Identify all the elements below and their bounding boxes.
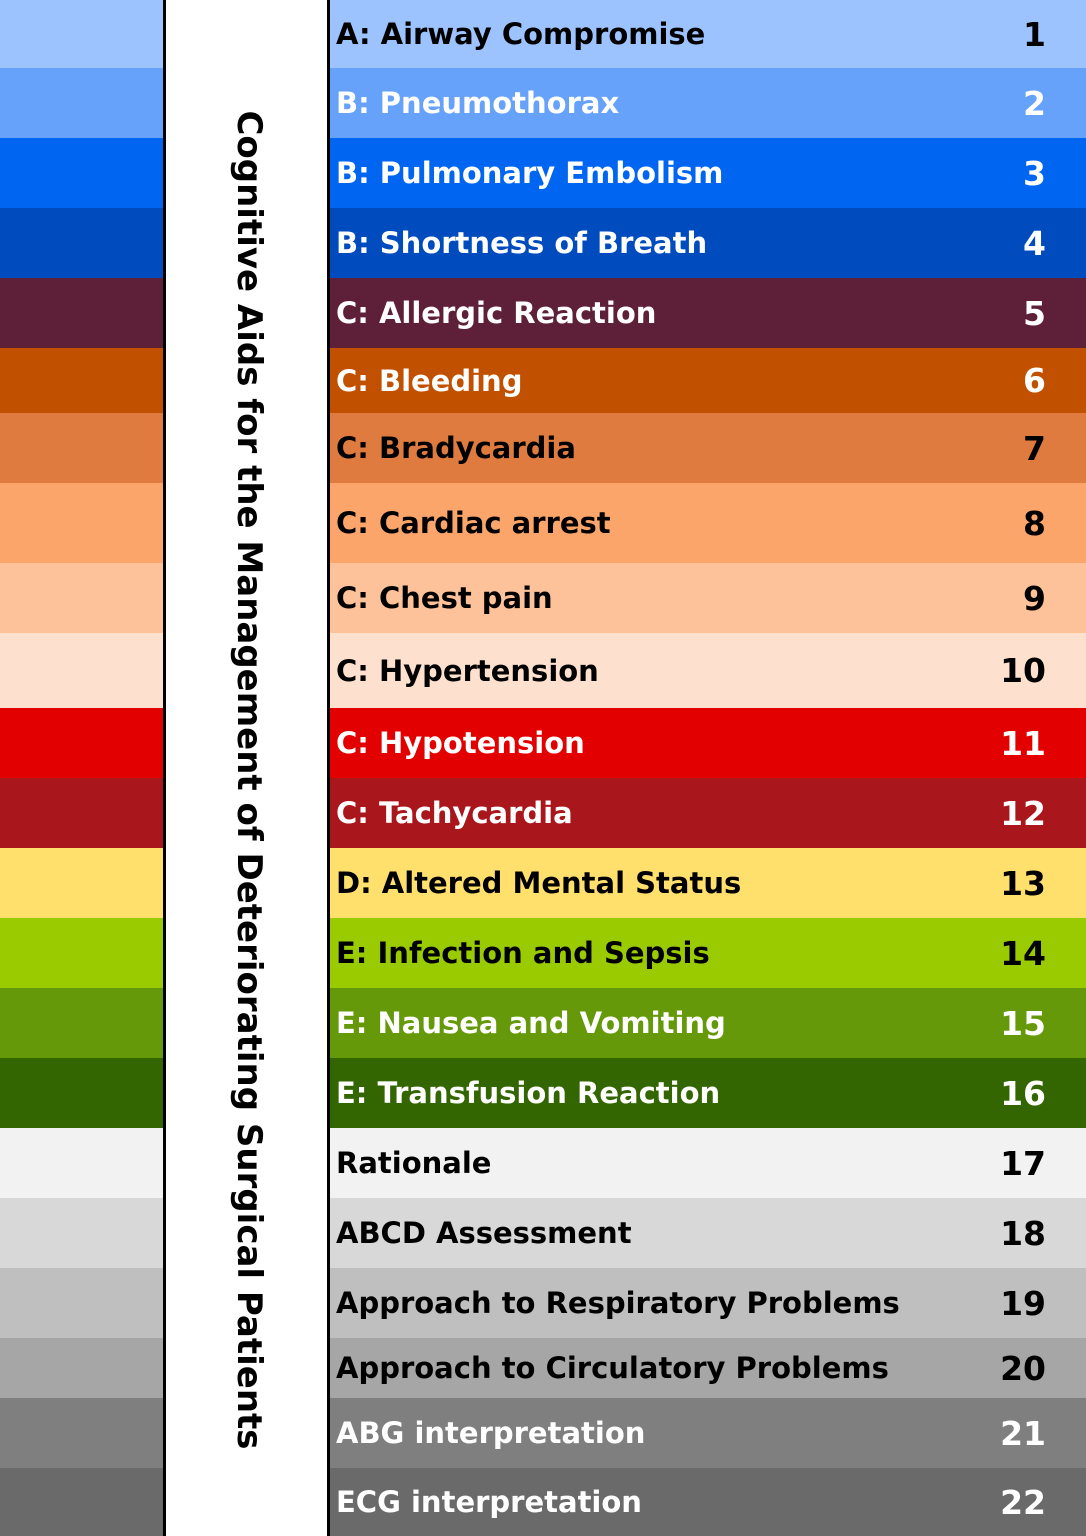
- tab-color-swatch: [0, 68, 163, 138]
- tab-cell: [330, 413, 1086, 483]
- title-spine: [163, 0, 330, 1536]
- tab-color-swatch: [0, 1198, 163, 1268]
- tab-color-swatch: [0, 208, 163, 278]
- tab-label: B: Shortness of Breath: [336, 226, 708, 260]
- tab-cell: [330, 1128, 1086, 1198]
- tab-label: E: Nausea and Vomiting: [336, 1006, 726, 1040]
- tab-label: Approach to Respiratory Problems: [336, 1286, 900, 1320]
- tab-cell: [330, 1398, 1086, 1468]
- tab-cell: [330, 778, 1086, 848]
- tab-cell: [330, 138, 1086, 208]
- tab-color-swatch: [0, 1058, 163, 1128]
- tab-cell: [330, 1268, 1086, 1338]
- tab-page-number: 2: [1023, 83, 1046, 123]
- tab-page-number: 6: [1023, 361, 1046, 400]
- tab-page-number: 17: [1000, 1143, 1046, 1183]
- tab-cell: [330, 68, 1086, 138]
- tab-cell: [330, 708, 1086, 778]
- tab-cell: [330, 848, 1086, 918]
- tab-color-swatch: [0, 278, 163, 348]
- tab-page-number: 21: [1000, 1413, 1046, 1453]
- tab-page-number: 7: [1023, 428, 1046, 468]
- tab-page-number: 19: [1000, 1283, 1046, 1323]
- tab-page-number: 13: [1000, 863, 1046, 903]
- tab-cell: [330, 1198, 1086, 1268]
- tab-label: C: Bleeding: [336, 363, 523, 398]
- tab-label: C: Chest pain: [336, 581, 553, 615]
- tab-label: C: Hypotension: [336, 726, 585, 760]
- tab-cell: [330, 988, 1086, 1058]
- tab-label: C: Allergic Reaction: [336, 296, 657, 330]
- tab-label: C: Hypertension: [336, 653, 599, 688]
- tab-label: C: Tachycardia: [336, 796, 573, 830]
- tab-cell: [330, 918, 1086, 988]
- tab-color-swatch: [0, 1338, 163, 1398]
- tab-color-swatch: [0, 1268, 163, 1338]
- tab-label: D: Altered Mental Status: [336, 866, 742, 900]
- tab-page-number: 11: [1000, 723, 1046, 763]
- tab-page-number: 15: [1000, 1003, 1046, 1043]
- tab-cell: [330, 1058, 1086, 1128]
- tab-cell: [330, 1468, 1086, 1536]
- tab-color-swatch: [0, 633, 163, 708]
- tab-label: E: Infection and Sepsis: [336, 936, 710, 970]
- tab-label: E: Transfusion Reaction: [336, 1076, 721, 1110]
- tab-cell: [330, 563, 1086, 633]
- tab-page-number: 3: [1023, 153, 1046, 193]
- tab-page-number: 18: [1000, 1213, 1046, 1253]
- tab-page-number: 10: [1000, 651, 1046, 690]
- tab-cell: [330, 0, 1086, 68]
- tab-color-swatch: [0, 1468, 163, 1536]
- tab-color-swatch: [0, 413, 163, 483]
- tab-label: C: Bradycardia: [336, 431, 576, 465]
- tab-cell: [330, 278, 1086, 348]
- tab-page-number: 4: [1023, 223, 1046, 263]
- tab-cell: [330, 483, 1086, 563]
- tab-color-swatch: [0, 348, 163, 413]
- tab-color-swatch: [0, 1398, 163, 1468]
- tab-color-swatch: [0, 138, 163, 208]
- tab-page-number: 9: [1023, 578, 1046, 618]
- tab-color-swatch: [0, 563, 163, 633]
- tab-label: ABG interpretation: [336, 1416, 646, 1450]
- tab-label: Rationale: [336, 1146, 492, 1180]
- tab-label: B: Pneumothorax: [336, 86, 620, 120]
- tab-color-swatch: [0, 988, 163, 1058]
- tab-cell: [330, 1338, 1086, 1398]
- page-title: Cognitive Aids for the Management of Deteriorating Surgical Patients: [229, 110, 269, 1450]
- tab-page-number: 22: [1000, 1482, 1046, 1522]
- tab-label: B: Pulmonary Embolism: [336, 156, 724, 190]
- tab-label: Approach to Circulatory Problems: [336, 1351, 889, 1385]
- tab-color-swatch: [0, 848, 163, 918]
- tab-color-swatch: [0, 778, 163, 848]
- tab-page-number: 5: [1023, 293, 1046, 333]
- tab-label: ABCD Assessment: [336, 1216, 632, 1250]
- tab-page-number: 14: [1000, 933, 1046, 973]
- tab-cell: [330, 348, 1086, 413]
- tab-page-number: 8: [1023, 503, 1046, 543]
- tab-color-swatch: [0, 483, 163, 563]
- tab-label: C: Cardiac arrest: [336, 506, 611, 540]
- tab-cell: [330, 208, 1086, 278]
- tab-page-number: 20: [1000, 1348, 1046, 1388]
- tab-color-swatch: [0, 708, 163, 778]
- tab-color-swatch: [0, 1128, 163, 1198]
- tab-page-number: 16: [1000, 1073, 1046, 1113]
- tab-page-number: 1: [1023, 14, 1046, 54]
- tab-label: ECG interpretation: [336, 1485, 642, 1519]
- tab-label: A: Airway Compromise: [336, 17, 706, 51]
- tab-page-number: 12: [1000, 793, 1046, 833]
- tab-color-swatch: [0, 0, 163, 68]
- tab-cell: [330, 633, 1086, 708]
- tab-color-swatch: [0, 918, 163, 988]
